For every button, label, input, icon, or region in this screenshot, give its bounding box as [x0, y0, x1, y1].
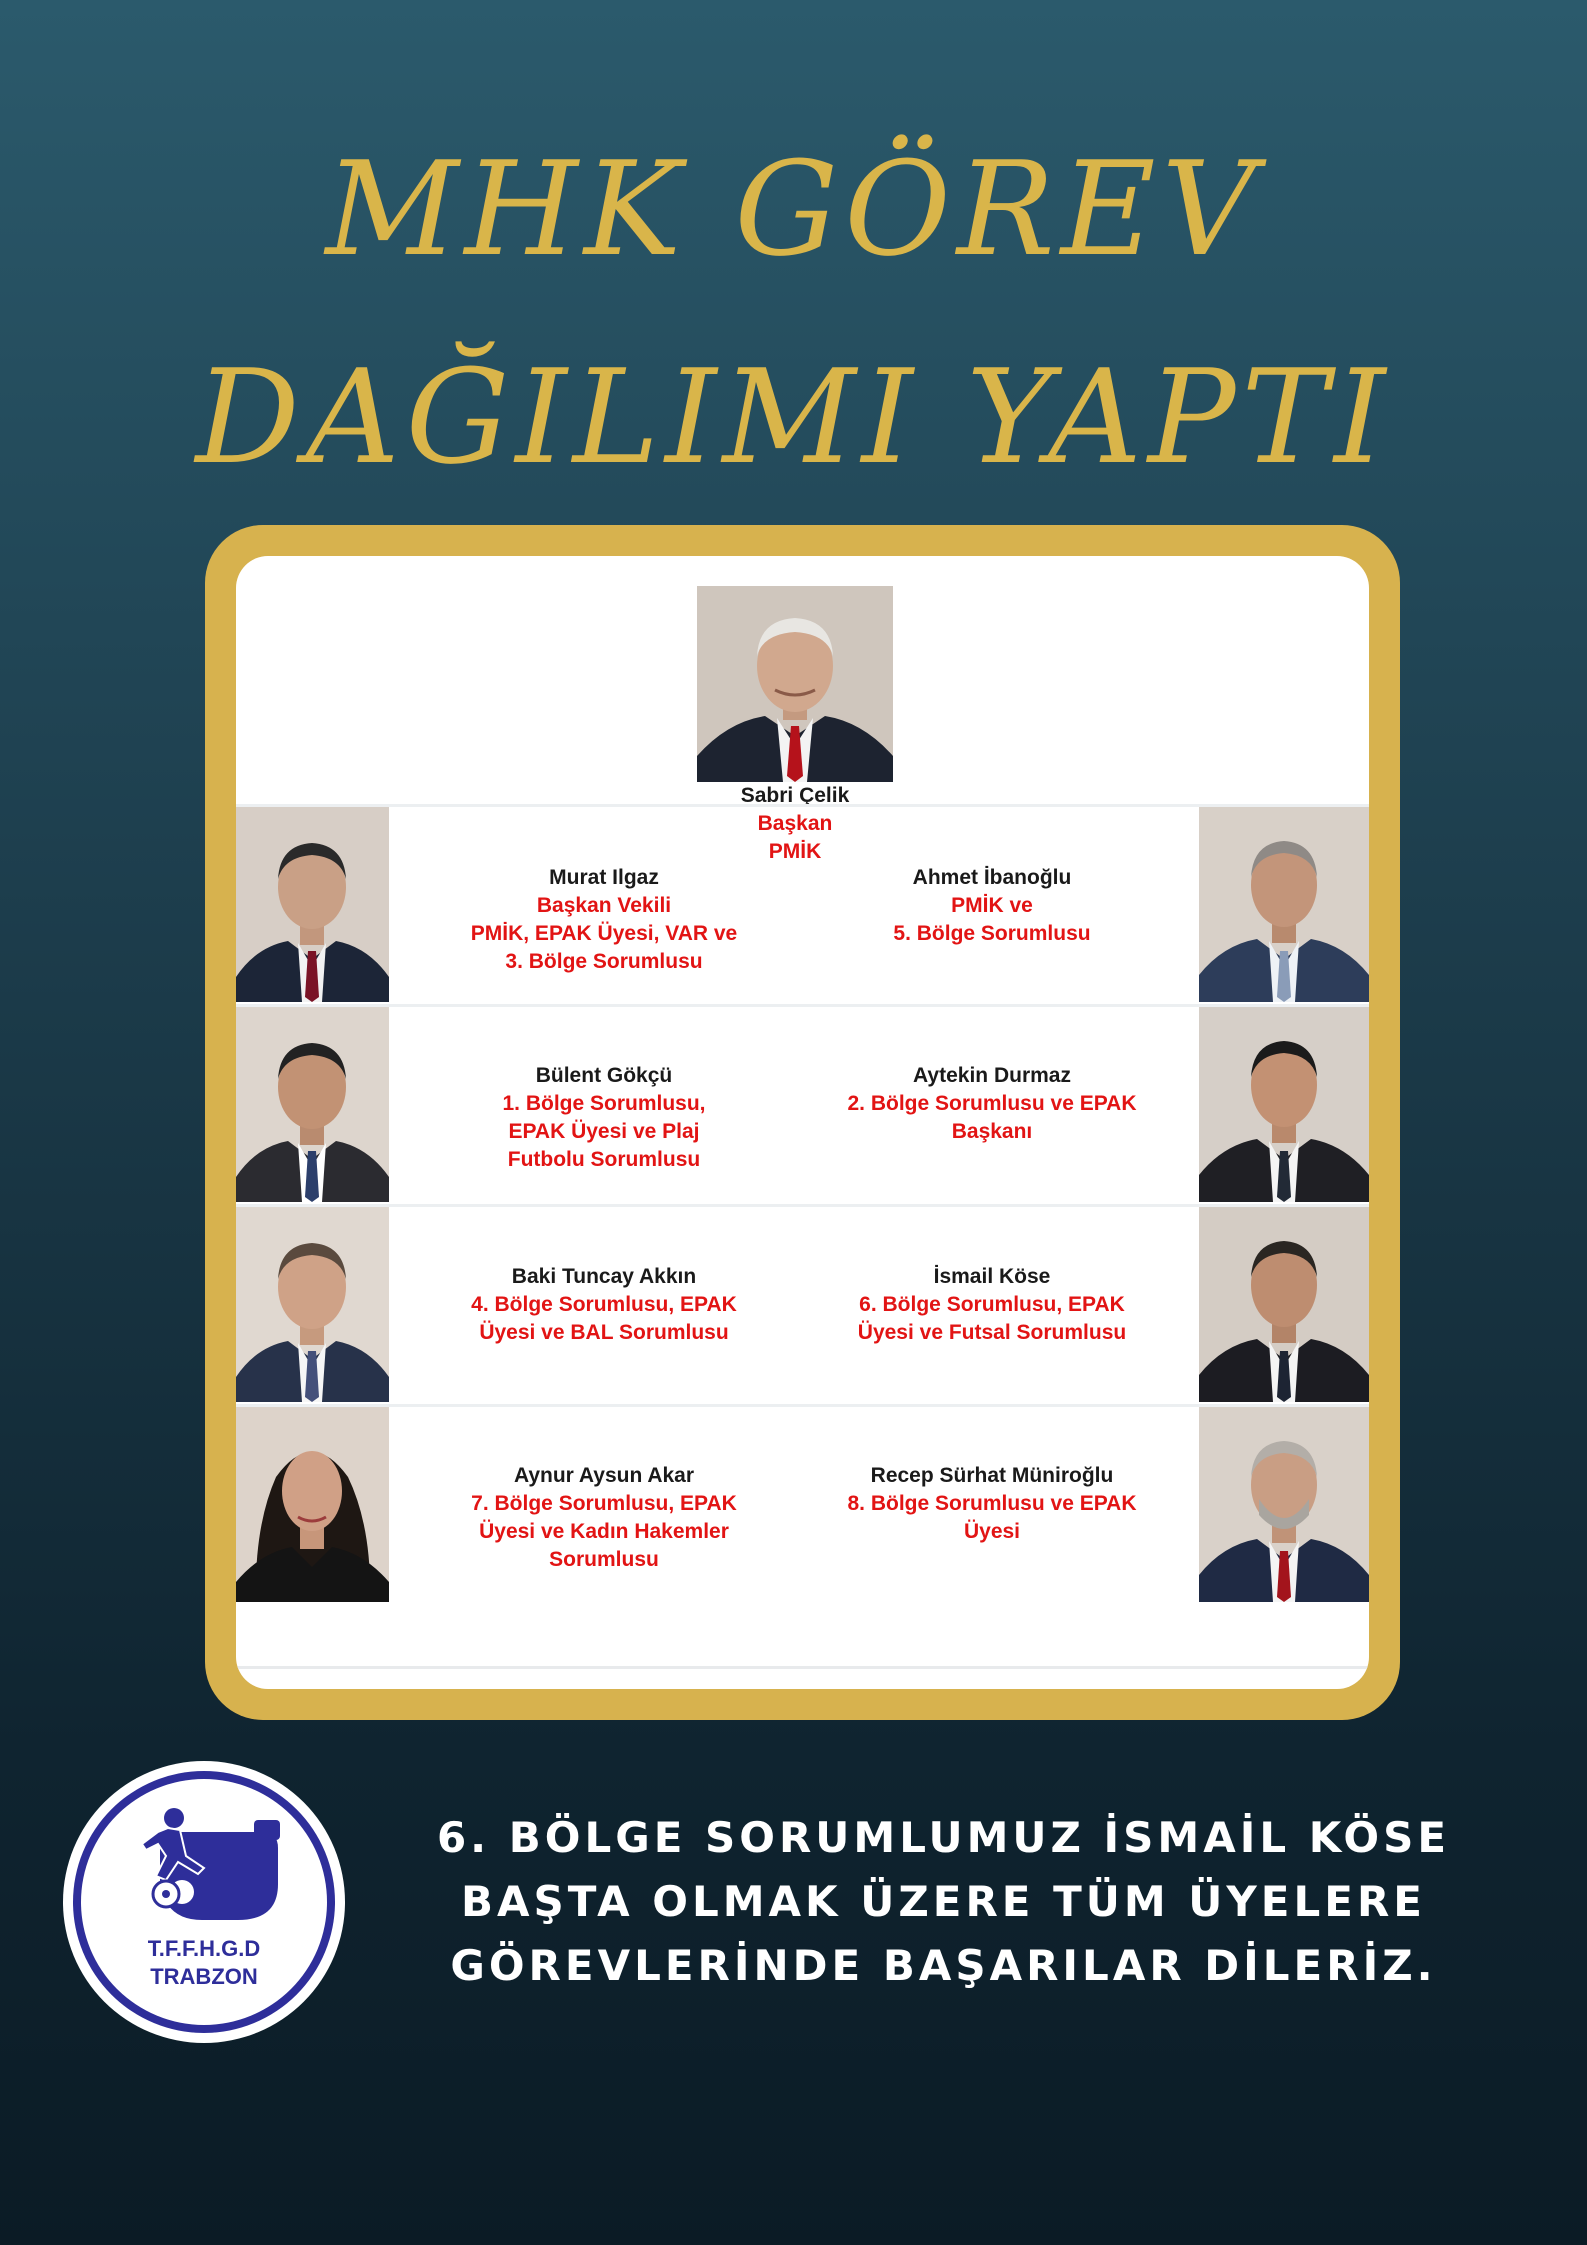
member-row: [236, 804, 1369, 1002]
member-card-aynur-aysun-akar: [409, 1462, 799, 1574]
member-name: İsmail Köse: [933, 1265, 1051, 1288]
member-row: [236, 1004, 1369, 1202]
portrait-right: [1199, 807, 1369, 1002]
member-card-recep-surhat-muniroglu: [796, 1462, 1188, 1546]
member-role: Başkan: [757, 812, 833, 835]
member-role: 6. Bölge Sorumlusu, EPAK: [859, 1293, 1125, 1316]
portrait-right: [1199, 1207, 1369, 1402]
member-role: Üyesi ve BAL Sorumlusu: [479, 1321, 729, 1344]
member-role: Futbolu Sorumlusu: [507, 1148, 701, 1171]
tffhgd-logo: [62, 1760, 346, 2044]
member-name: Bülent Gökçü: [535, 1064, 673, 1087]
football-icon: [153, 1881, 179, 1907]
member-role: Üyesi ve Kadın Hakemler: [479, 1520, 729, 1543]
member-name: Aytekin Durmaz: [913, 1064, 1071, 1087]
member-card-murat-ilgaz: [409, 864, 799, 976]
message-line-2: BAŞTA OLMAK ÜZERE TÜM ÜYELERE: [461, 1877, 1426, 1926]
member-card-baki-tuncay-akkin: [409, 1263, 799, 1347]
congratulation-message: [350, 1806, 1537, 1998]
headline-line-2: DAĞILIMI YAPTI: [195, 341, 1392, 493]
message-line-3: GÖREVLERİNDE BAŞARILAR DİLERİZ.: [450, 1941, 1437, 1990]
member-role: Başkan Vekili: [536, 894, 672, 917]
member-role: 5. Bölge Sorumlusu: [893, 922, 1091, 945]
portrait-left: [236, 1207, 389, 1402]
divider: [236, 1666, 1369, 1669]
member-role: Sorumlusu: [549, 1548, 659, 1571]
member-name: Baki Tuncay Akkın: [511, 1265, 697, 1288]
member-card-ahmet-ibanoglu: [796, 864, 1188, 948]
portrait-right: [1199, 1407, 1369, 1602]
member-role: 1. Bölge Sorumlusu,: [502, 1092, 706, 1115]
headline: [0, 105, 1587, 521]
member-role: PMİK: [768, 840, 822, 863]
member-card-aytekin-durmaz: [796, 1062, 1188, 1146]
portrait-left: [236, 1407, 389, 1602]
portrait-left: [236, 1007, 389, 1202]
headline-line-1: MHK GÖREV: [325, 133, 1262, 285]
message-line-1: 6. BÖLGE SORUMLUMUZ İSMAİL KÖSE: [436, 1813, 1451, 1862]
org-chart-frame: [205, 525, 1400, 1720]
member-row: [236, 1404, 1369, 1602]
member-role: PMİK ve: [951, 894, 1033, 917]
member-role: PMİK, EPAK Üyesi, VAR ve: [470, 922, 738, 945]
member-card-bulent-gokcu: [409, 1062, 799, 1174]
member-role: Üyesi ve Futsal Sorumlusu: [857, 1321, 1127, 1344]
member-row: [236, 1204, 1369, 1402]
member-name: Sabri Çelik: [740, 784, 850, 807]
member-role: 2. Bölge Sorumlusu ve EPAK: [847, 1092, 1137, 1115]
member-role: 8. Bölge Sorumlusu ve EPAK: [847, 1492, 1137, 1515]
member-role: EPAK Üyesi ve Plaj: [508, 1120, 700, 1143]
member-name: Ahmet İbanoğlu: [912, 866, 1072, 889]
logo-text-line-1: T.F.F.H.G.D: [147, 1936, 261, 1961]
member-card-ismail-kose: [796, 1263, 1188, 1347]
member-role: 7. Bölge Sorumlusu, EPAK: [471, 1492, 737, 1515]
member-role: Üyesi: [963, 1520, 1021, 1543]
member-role: 4. Bölge Sorumlusu, EPAK: [471, 1293, 737, 1316]
portrait-left: [236, 807, 389, 1002]
member-role: Başkanı: [951, 1120, 1033, 1143]
member-name: Murat Ilgaz: [549, 866, 659, 889]
portrait-right: [1199, 1007, 1369, 1202]
member-name: Aynur Aysun Akar: [513, 1464, 695, 1487]
org-chart-panel: [236, 556, 1369, 1689]
member-role: 3. Bölge Sorumlusu: [505, 950, 703, 973]
member-name: Recep Sürhat Müniroğlu: [870, 1464, 1114, 1487]
portrait-head: [697, 586, 893, 782]
logo-text-line-2: TRABZON: [150, 1964, 258, 1989]
